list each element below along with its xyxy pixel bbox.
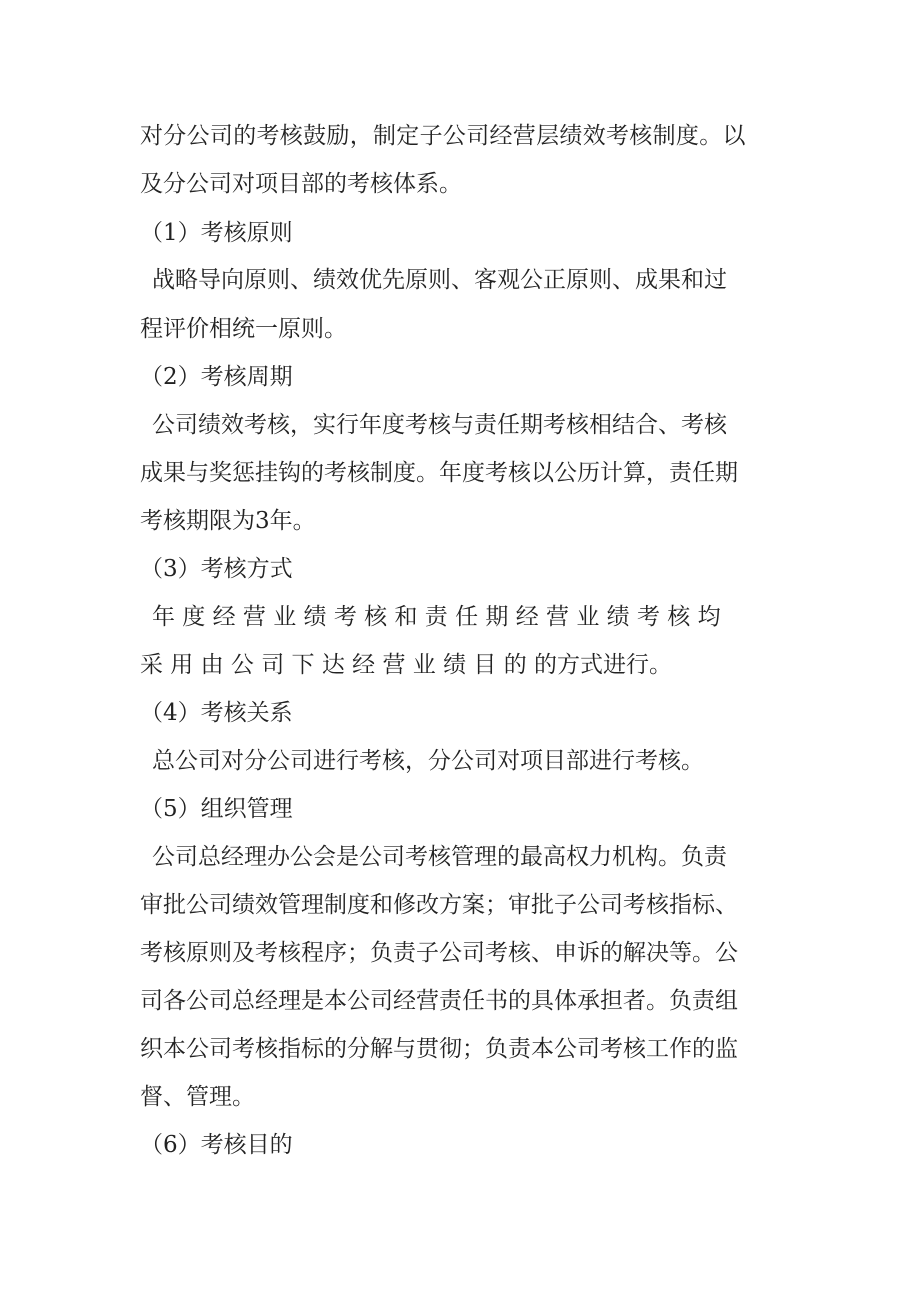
paragraph-line: 及分公司对项目部的考核体系。	[140, 171, 462, 197]
paragraph-line: 审批公司绩效管理制度和修改方案；审批子公司考核指标、	[140, 892, 738, 918]
paragraph-line: 公司绩效考核，实行年度考核与责任期考核相结合、考核	[152, 412, 727, 438]
paragraph-line: 督、管理。	[140, 1084, 255, 1110]
paragraph-line: 采 用 由 公 司 下 达 经 营 业 绩 目 的 的方式进行。	[140, 652, 673, 678]
section-heading: （1）考核原则	[140, 220, 293, 246]
section-heading: （4）考核关系	[140, 700, 293, 726]
section-heading: （2）考核周期	[140, 364, 293, 390]
paragraph-line: 程评价相统一原则。	[140, 316, 347, 342]
section-heading: （3）考核方式	[140, 556, 293, 582]
paragraph-line: 对分公司的考核鼓励，制定子公司经营层绩效考核制度。以	[140, 123, 746, 149]
paragraph-line: 战略导向原则、绩效优先原则、客观公正原则、成果和过	[152, 267, 727, 293]
paragraph-line: 年 度 经 营 业 绩 考 核 和 责 任 期 经 营 业 绩 考 核 均	[152, 604, 721, 630]
paragraph-line: 考核期限为3年。	[140, 508, 316, 534]
paragraph-line: 公司总经理办公会是公司考核管理的最高权力机构。负责	[152, 844, 727, 870]
section-heading: （5）组织管理	[140, 796, 293, 822]
paragraph-line: 成果与奖惩挂钩的考核制度。年度考核以公历计算，责任期	[140, 460, 738, 486]
paragraph-line: 总公司对分公司进行考核，分公司对项目部进行考核。	[152, 748, 704, 774]
paragraph-line: 织本公司考核指标的分解与贯彻；负责本公司考核工作的监	[140, 1036, 738, 1062]
paragraph-line: 考核原则及考核程序；负责子公司考核、申诉的解决等。公	[140, 940, 738, 966]
section-heading: （6）考核目的	[140, 1132, 293, 1158]
paragraph-line: 司各公司总经理是本公司经营责任书的具体承担者。负责组	[140, 988, 738, 1014]
